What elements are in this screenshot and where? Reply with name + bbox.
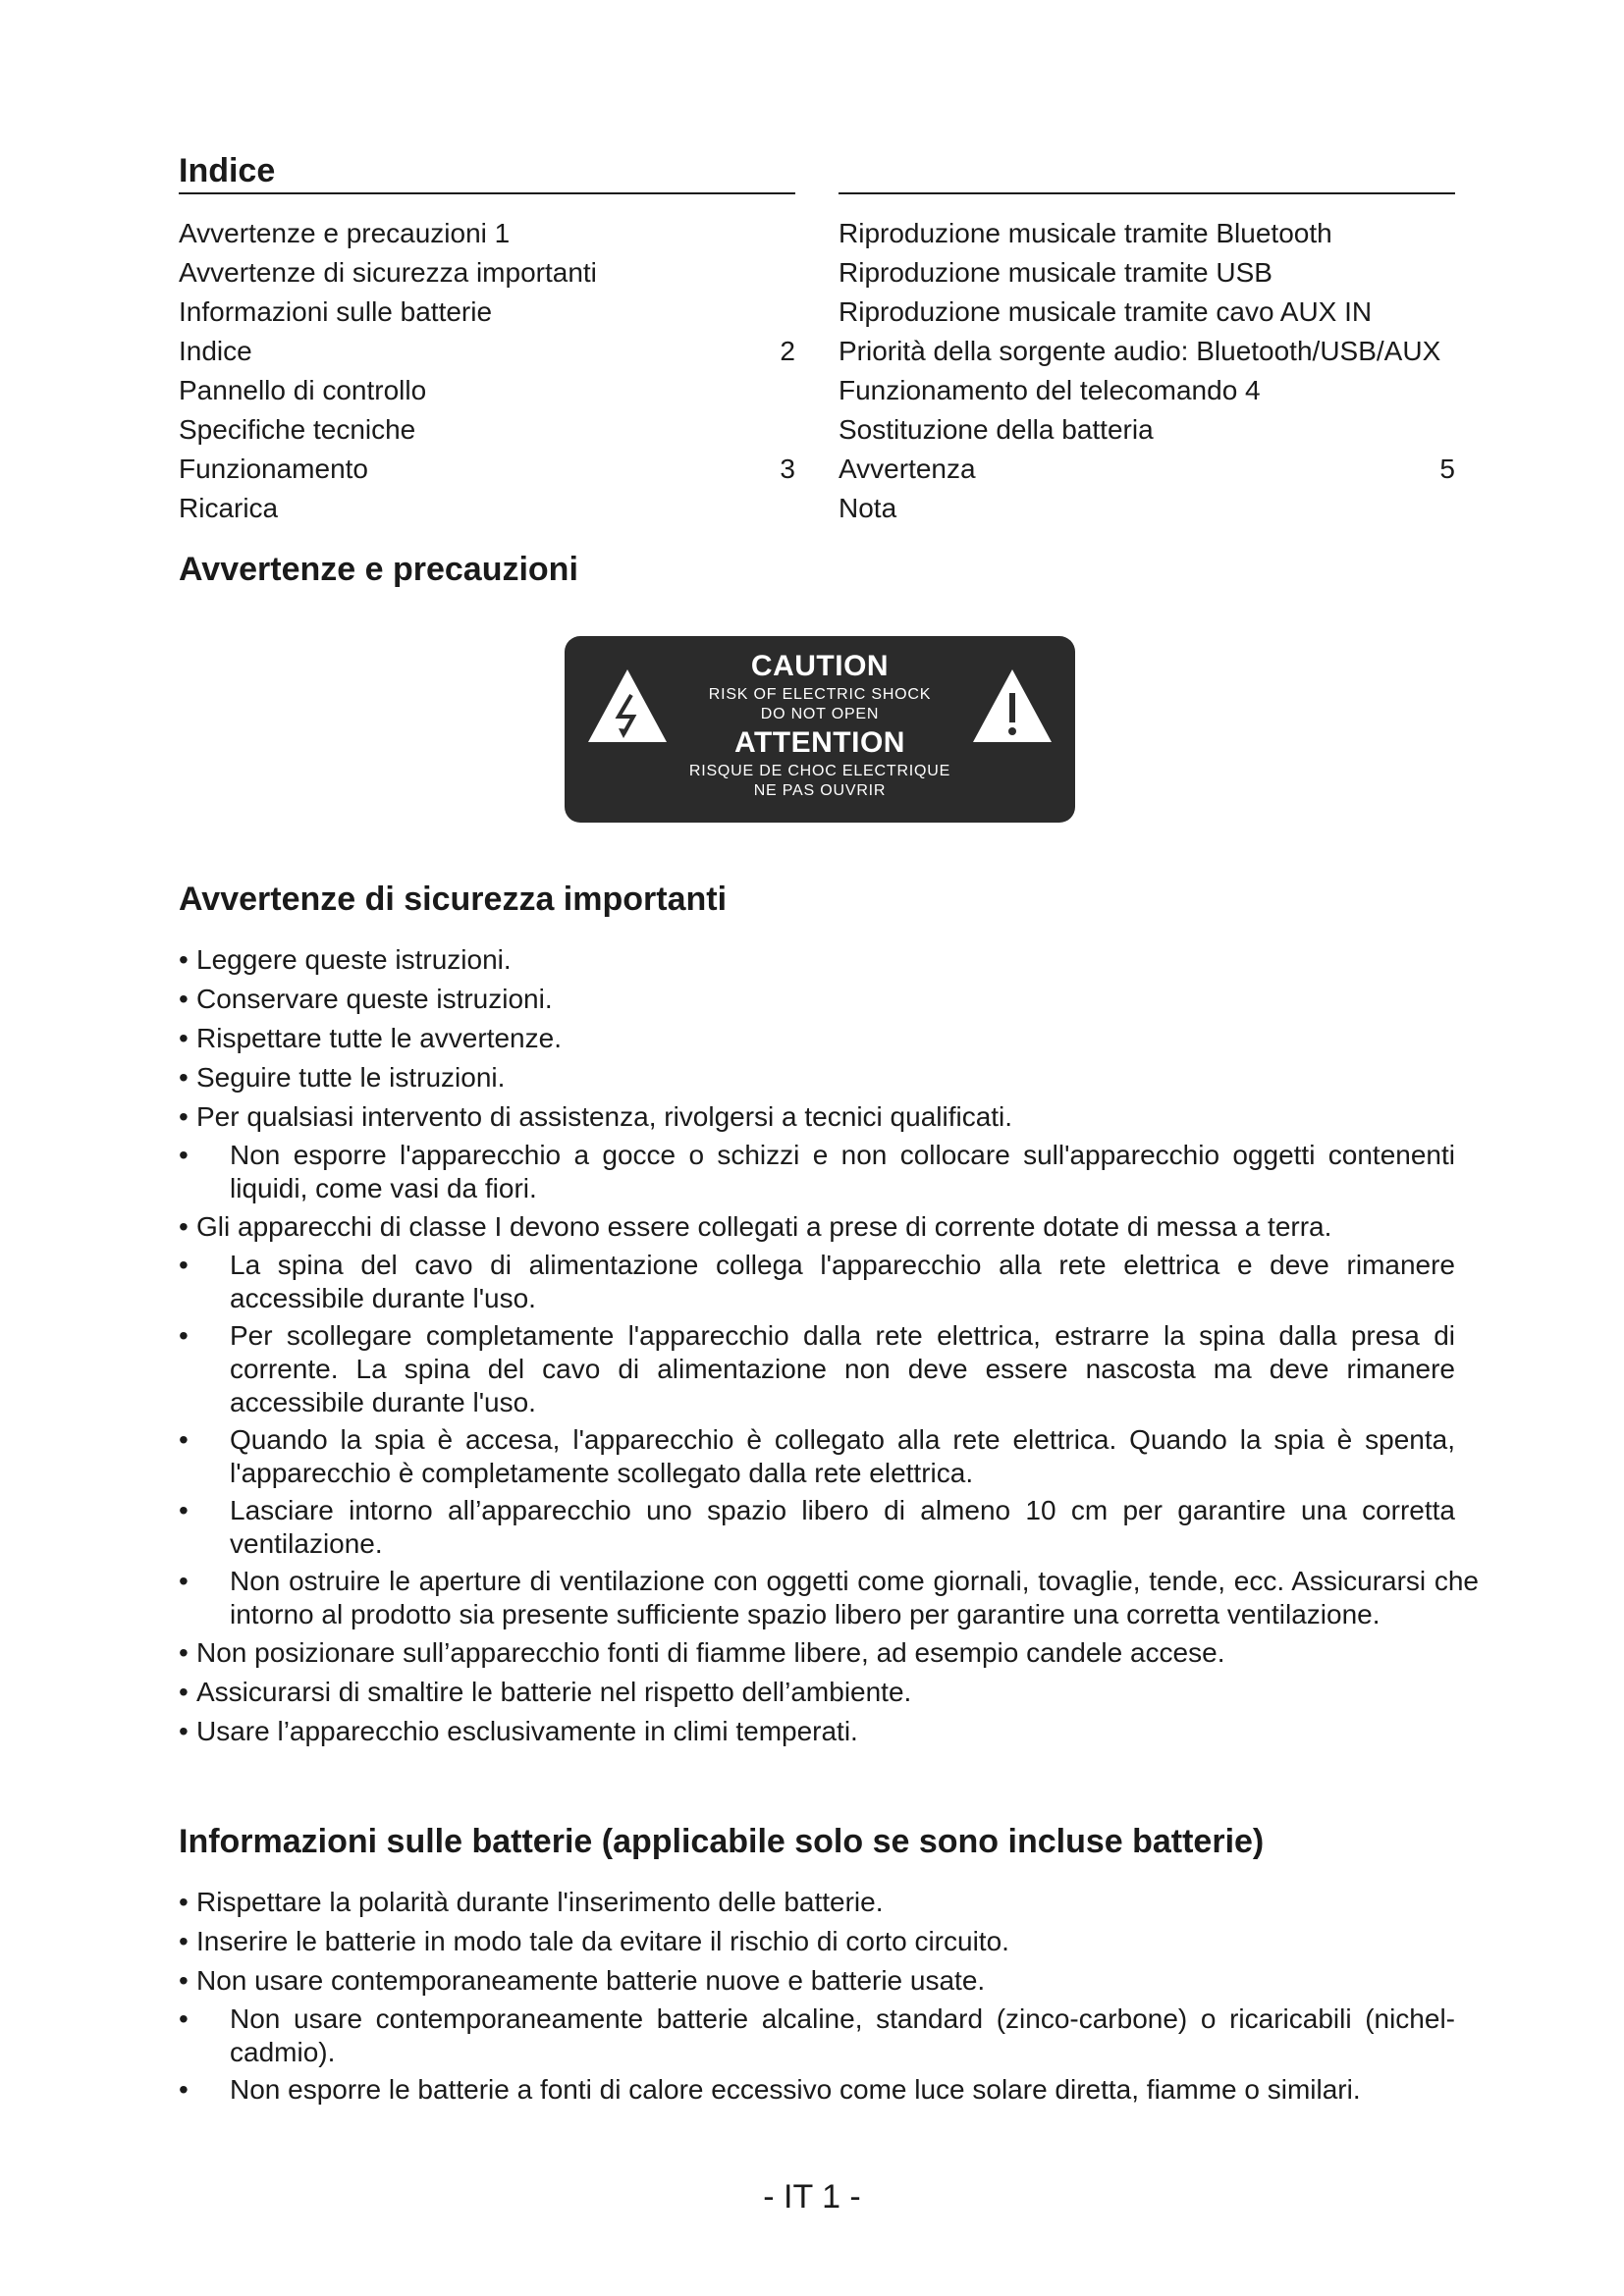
battery-section (179, 1822, 1455, 2110)
safety-list (179, 919, 1479, 1749)
toc-entry-label: Ricarica (179, 493, 279, 523)
list-item: • Non usare contemporaneamente batterie alcaline, standard (zinco-carbone) o ricaricabili (nichel-cadmio). (179, 2002, 1455, 2069)
toc-entry (179, 214, 795, 253)
toc-entry (839, 489, 1455, 528)
list-item: • Rispettare la polarità durante l'inserimento delle batterie. (179, 1885, 1455, 1920)
toc-left-list (179, 194, 795, 528)
attention-risque-line: NE PAS OUVRIR (753, 782, 887, 799)
toc-entry (839, 253, 1455, 293)
list-item: • Seguire tutte le istruzioni. (179, 1060, 1455, 1095)
toc-entry (179, 371, 795, 410)
list-item: • Usare l’apparecchio esclusivamente in climi temperati. (179, 1714, 1455, 1749)
toc-entry-label: Sostituzione della batteria (839, 414, 1154, 445)
toc-entry-label: Indice (179, 336, 252, 366)
toc-entry-label: Funzionamento del telecomando 4 (839, 375, 1261, 405)
list-item: • Assicurarsi di smaltire le batterie nel rispetto dell’ambiente. (179, 1675, 1455, 1710)
toc-entry (839, 332, 1455, 371)
list-item: • Quando la spia è accesa, l'apparecchio è collegato alla rete elettrica. Quando la spia è spenta, l'apparecchio è completamente scollegato dalla rete elettrica. (179, 1423, 1455, 1490)
toc-entry-label: Pannello di controllo (179, 375, 427, 405)
list-item: • Inserire le batterie in modo tale da evitare il rischio di corto circuito. (179, 1924, 1455, 1959)
toc-entry-label: Avvertenza (839, 454, 976, 484)
list-item: • Non esporre l'apparecchio a gocce o schizzi e non collocare sull'apparecchio oggetti contenenti liquidi, come vasi da fiori. (179, 1139, 1455, 1205)
caution-risk-line: RISK OF ELECTRIC SHOCK (708, 686, 932, 703)
caution-risk-line: DO NOT OPEN (760, 706, 880, 722)
battery-section-title: Informazioni sulle batterie (applicabile solo se sono incluse batterie) (179, 1823, 1265, 1860)
toc-left-column (179, 147, 795, 528)
list-item: • Lasciare intorno all’apparecchio uno spazio libero di almeno 10 cm per garantire una corretta ventilazione. (179, 1494, 1455, 1561)
toc-entry-label: Funzionamento (179, 454, 369, 484)
toc-entry-label: Priorità della sorgente audio: Bluetooth/USB/AUX (839, 336, 1441, 366)
page-number: - IT 1 - (763, 2178, 861, 2216)
toc-entry (839, 214, 1455, 253)
toc-entry (179, 332, 795, 371)
toc-entry (179, 253, 795, 293)
list-item: • Non posizionare sull’apparecchio fonti di fiamme libere, ad esempio candele accese. (179, 1635, 1455, 1671)
toc-entry-page: 3 (780, 454, 795, 484)
toc-entry-label: Informazioni sulle batterie (179, 296, 493, 327)
list-item: • La spina del cavo di alimentazione collega l'apparecchio alla rete elettrica e deve rimanere accessibile durante l'uso. (179, 1249, 1455, 1315)
list-item: • Conservare queste istruzioni. (179, 982, 1455, 1017)
toc-entry-label: Avvertenze e precauzioni 1 (179, 218, 511, 248)
toc-entry (839, 371, 1455, 410)
toc-entry (179, 489, 795, 528)
list-item: • Gli apparecchi di classe I devono essere collegati a prese di corrente dotate di messa a terra. (179, 1209, 1455, 1245)
toc-entry (839, 410, 1455, 450)
manual-page (179, 147, 1479, 2105)
caution-label (565, 636, 1075, 823)
safety-section (179, 880, 1479, 1753)
battery-list (179, 1861, 1455, 2107)
toc-entry (839, 450, 1455, 489)
toc-entry (179, 410, 795, 450)
toc-entry-label: Riproduzione musicale tramite Bluetooth (839, 218, 1332, 248)
toc-entry-label: Avvertenze di sicurezza importanti (179, 257, 597, 288)
safety-section-title: Avvertenze di sicurezza importanti (179, 881, 728, 918)
toc-entry-label: Nota (839, 493, 897, 523)
toc-entry (179, 450, 795, 489)
list-item: • Leggere queste istruzioni. (179, 942, 1455, 978)
toc-entry-page: 5 (1439, 454, 1455, 484)
list-item: • Rispettare tutte le avvertenze. (179, 1021, 1455, 1056)
table-of-contents (179, 147, 1455, 528)
attention-risque-line: RISQUE DE CHOC ELECTRIQUE (688, 763, 951, 779)
toc-heading-rule (179, 147, 795, 194)
list-item: • Non esporre le batterie a fonti di calore eccessivo come luce solare diretta, fiamme o similari. (179, 2073, 1455, 2107)
exclamation-warning-icon (971, 667, 1054, 744)
list-item: • Non usare contemporaneamente batterie nuove e batterie usate. (179, 1963, 1455, 1999)
caution-text-block (663, 648, 977, 801)
toc-entry-label: Riproduzione musicale tramite cavo AUX IN (839, 296, 1373, 327)
list-item: • Per qualsiasi intervento di assistenza, rivolgersi a tecnici qualificati. (179, 1099, 1455, 1135)
attention-title: ATTENTION (734, 726, 905, 759)
toc-right-column (839, 147, 1455, 528)
list-item: • Per scollegare completamente l'apparecchio dalla rete elettrica, estrarre la spina dalla presa di corrente. La spina del cavo di alimentazione non deve essere nascosta ma deve rimanere accessibile durante l'uso. (179, 1319, 1455, 1419)
warnings-section-title: Avvertenze e precauzioni (179, 551, 578, 588)
toc-entry-label: Specifiche tecniche (179, 414, 416, 445)
toc-entry (179, 293, 795, 332)
toc-entry-label: Riproduzione musicale tramite USB (839, 257, 1272, 288)
warnings-section (179, 550, 1455, 589)
toc-entry (839, 293, 1455, 332)
caution-title: CAUTION (750, 650, 890, 682)
electric-shock-warning-icon (586, 667, 669, 744)
toc-entry-page: 2 (780, 336, 795, 366)
toc-heading-rule (839, 147, 1455, 194)
toc-title: Indice (179, 152, 276, 189)
toc-right-list (839, 194, 1455, 528)
list-item: • Non ostruire le aperture di ventilazione con oggetti come giornali, tovaglie, tende, ecc. Assicurarsi che intorno al prodotto sia presente sufficiente spazio libero per garantire una corretta ventilazione. (179, 1565, 1479, 1631)
